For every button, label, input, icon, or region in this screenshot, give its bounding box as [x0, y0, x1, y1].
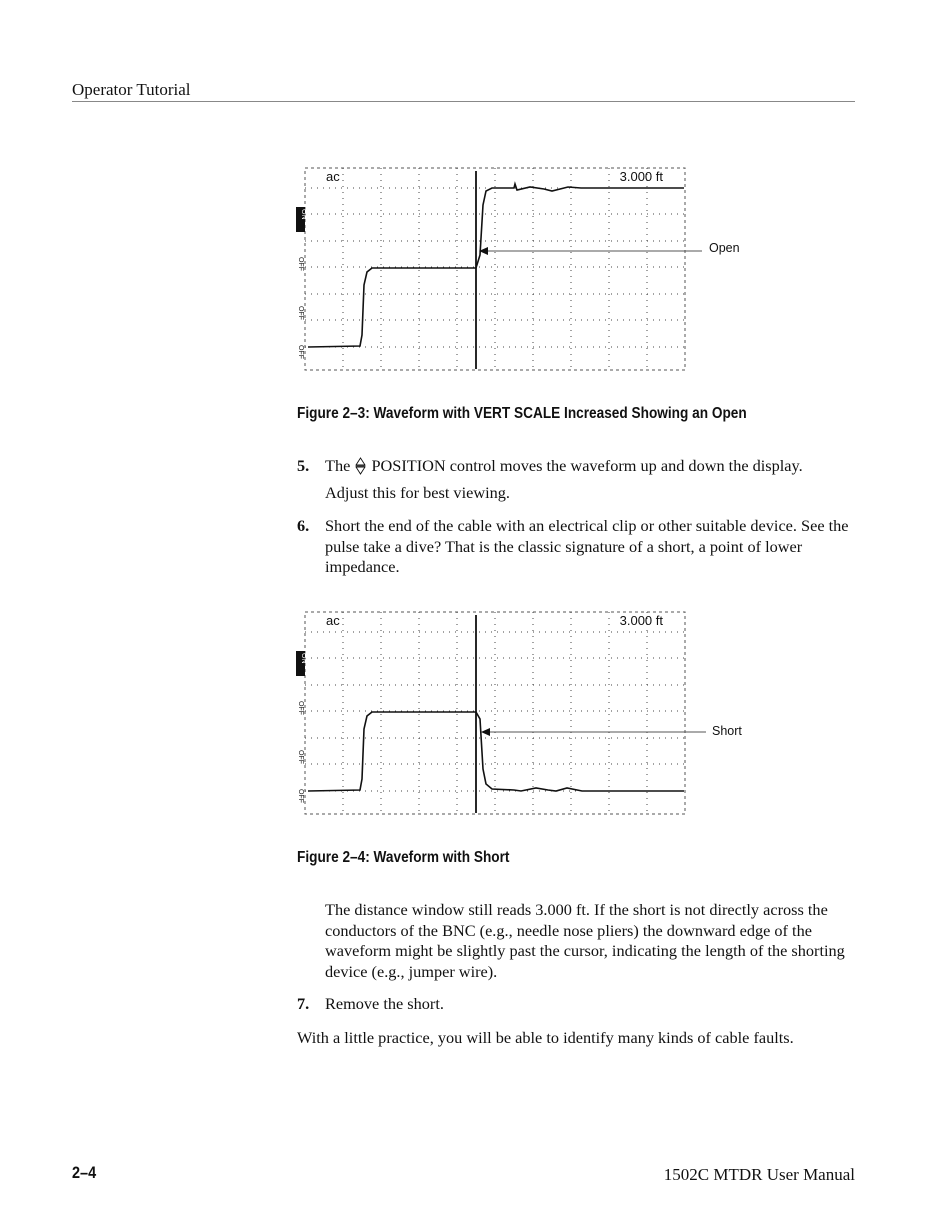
step-text: Short the end of the cable with an electrical clip or other suitable device. See the pulse take a dive? That is the classic signature of a short, a point of lower impedance. [325, 516, 849, 576]
callout-label-short: Short [712, 724, 742, 738]
step-text: The [325, 456, 351, 475]
note-paragraph: The distance window still reads 3.000 ft. If the short is not directly across the conductors of the BNC (e.g., needle nose pliers) the downward edge of the waveform might be slightly past the cursor, indicating the length of the shorting device (e.g., jumper wire). [325, 900, 845, 981]
step-5 [297, 456, 867, 503]
figure-short [296, 609, 756, 819]
side-label-off: OFF [297, 789, 304, 803]
step-text: POSITION control moves the waveform up and down the display. [371, 456, 803, 475]
readout-mode: ac [326, 613, 340, 628]
side-label-off: OFF [297, 257, 304, 271]
side-label-off: OFF [297, 750, 304, 764]
waveform-trace [308, 712, 684, 791]
manual-title: 1502C MTDR User Manual [663, 1165, 855, 1184]
callout-arrow-icon [481, 728, 490, 736]
up-down-triangle-icon [355, 456, 366, 476]
step-7 [297, 994, 867, 1015]
step-6 [297, 516, 867, 578]
waveform-display-open [296, 165, 756, 375]
step-number: 6. [297, 516, 310, 535]
page-number: 2–4 [72, 1163, 97, 1182]
figure-caption-open: Figure 2–3: Waveform with VERT SCALE Increased Showing an Open [297, 405, 747, 422]
waveform-trace [308, 184, 684, 347]
step-number: 5. [297, 456, 310, 475]
side-label-on: ON [300, 209, 307, 220]
step-text: Adjust this for best viewing. [325, 482, 510, 502]
readout-distance: 3.000 ft [619, 169, 663, 184]
figure-caption-short: Figure 2–4: Waveform with Short [297, 849, 510, 866]
step-text: Remove the short. [325, 994, 444, 1013]
side-label-off: OFF [297, 701, 304, 715]
running-header: Operator Tutorial [72, 80, 191, 99]
side-label-on: ON [300, 653, 307, 664]
readout-mode: ac [326, 169, 340, 184]
side-label-off: OFF [297, 306, 304, 320]
readout-distance: 3.000 ft [619, 613, 663, 628]
header-rule [72, 101, 855, 102]
step-number: 7. [297, 994, 310, 1013]
closing-paragraph: With a little practice, you will be able to identify many kinds of cable faults. [297, 1028, 794, 1047]
callout-label-open: Open [709, 241, 740, 255]
figure-open [296, 165, 756, 375]
side-label-off: OFF [297, 345, 304, 359]
waveform-display-short [296, 609, 756, 819]
